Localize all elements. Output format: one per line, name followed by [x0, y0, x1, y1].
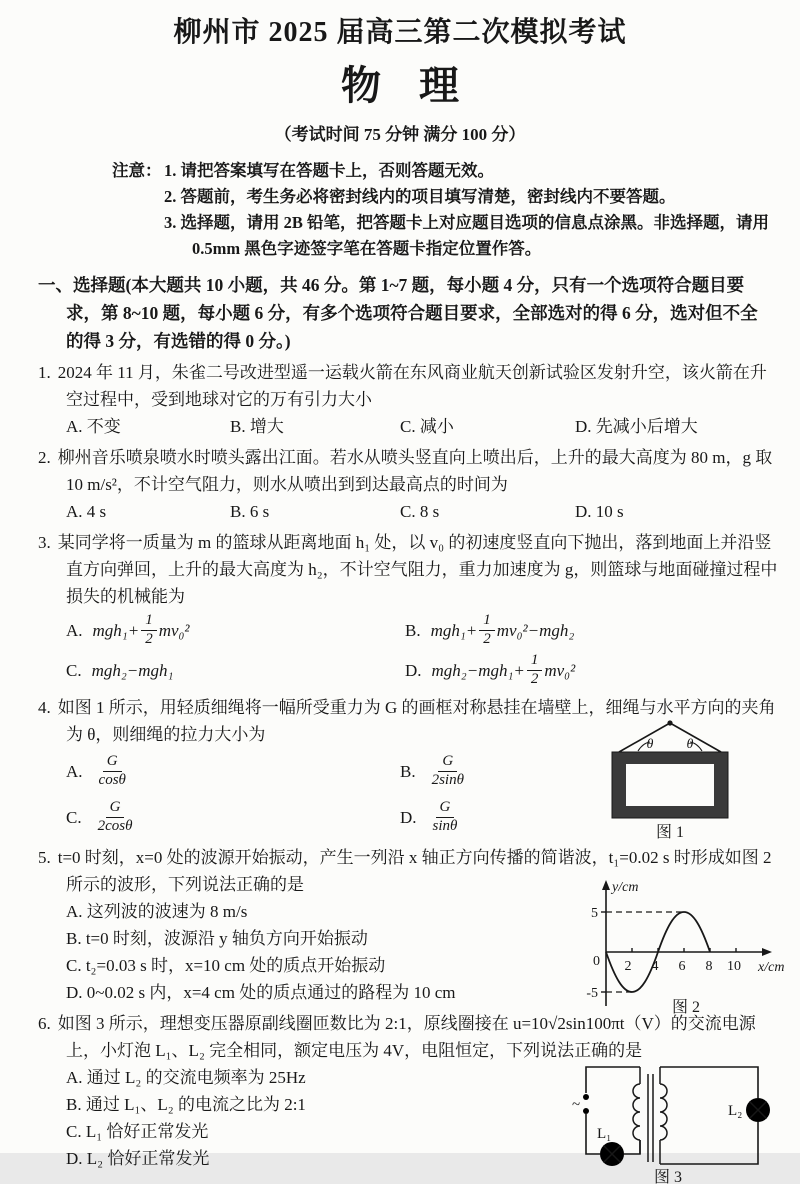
exam-info: （考试时间 75 分钟 满分 100 分）	[274, 125, 526, 144]
question-2	[38, 444, 780, 525]
y-axis-arrow	[602, 880, 610, 890]
question-6	[38, 1010, 780, 1184]
q3-option-b	[405, 612, 574, 648]
x-axis-label: x/cm	[758, 960, 785, 975]
x-tick-label-4: 4	[651, 959, 659, 974]
y-max-label: 5	[591, 906, 598, 921]
secondary-coil	[660, 1067, 667, 1164]
right-string	[670, 723, 721, 752]
q4-option-c	[66, 799, 400, 835]
q3-option-b-label: B.	[405, 620, 421, 640]
question-2-stem	[38, 444, 780, 498]
x-tick-label-8: 8	[705, 959, 713, 974]
x-tick-label-10: 10	[727, 959, 741, 974]
page-header	[0, 0, 800, 145]
figure-1-picture-frame	[600, 716, 740, 842]
question-3-number: 3.	[38, 533, 51, 552]
q2-option-a: A. 4 s	[66, 502, 107, 521]
q4-option-b-label: B.	[400, 761, 416, 781]
ac-terminal-bottom	[583, 1108, 589, 1114]
figure-3-caption: 图 3	[653, 1169, 683, 1184]
question-1	[38, 359, 780, 440]
q2-option-b: B. 6 s	[230, 502, 270, 521]
primary-loop-top	[586, 1067, 640, 1093]
q3-option-c	[66, 657, 405, 684]
primary-loop-bottom	[624, 1140, 640, 1154]
question-2-options	[66, 498, 780, 525]
question-1-number: 1.	[38, 363, 51, 382]
question-4	[38, 694, 780, 840]
q4-option-c-label: C.	[66, 807, 82, 827]
q4-option-a-fraction: $\frac{G}{\cos\theta}$	[98, 753, 126, 788]
x-axis-arrow	[762, 948, 772, 956]
q2-option-c: C. 8 s	[400, 502, 440, 521]
question-2-number: 2.	[38, 448, 51, 467]
secondary-loop	[660, 1067, 758, 1164]
bulb-l2-label: L₂	[728, 1103, 743, 1119]
q3-option-b-post: mv₀²−mgh₂	[496, 620, 575, 640]
notice-line-2: 2. 答题前，考生务必将密封线内的项目填写清楚，密封线内不要答题。	[164, 187, 676, 206]
notice-line-1: 1. 请把答案填写在答题卡上，否则答题无效。	[164, 161, 494, 180]
primary-coil	[633, 1067, 640, 1154]
q6-option-b: B. 通过 L₁、L₂ 的电流之比为 2:1	[66, 1095, 306, 1114]
q3-option-d	[405, 652, 575, 688]
q4-option-c-fraction: $\frac{G}{2\cos\theta}$	[97, 799, 133, 834]
question-5-number: 5.	[38, 848, 51, 867]
notice-label: 注意：	[112, 161, 162, 180]
frame-inner	[626, 764, 714, 806]
ac-source-symbol: ~	[572, 1097, 581, 1113]
figure-1-caption: 图 1	[655, 824, 685, 841]
notice-block	[112, 158, 770, 262]
question-6-text: 如图 3 所示，理想变压器原副线圈匝数比为 2:1，原线圈接在 u=10√2sin100πt（V）的交流电源上，小灯泡 L₁、L₂ 完全相同，额定电压为 4V，电阻恒定，下列说法正确的是	[57, 1014, 756, 1060]
q3-option-d-label: D.	[405, 660, 422, 680]
q3-option-b-fraction: $\frac{1}{2}$	[479, 612, 495, 648]
q3-option-a-fraction: $\frac{1}{2}$	[141, 612, 157, 648]
q4-option-a	[66, 753, 400, 789]
question-5-text: t=0 时刻，x=0 处的波源开始振动，产生一列沿 x 轴正方向传播的简谐波，t₁=0.02 s 时形成如图 2 所示的波形，下列说法正确的是	[57, 848, 772, 894]
q3-option-b-pre: mgh₁+	[430, 620, 478, 640]
q3-options-row-1	[66, 610, 780, 650]
question-3	[38, 529, 780, 690]
q4-option-d	[400, 799, 463, 835]
q3-option-a-post: mv₀²	[158, 620, 190, 640]
q6-option-a: A. 通过 L₂ 的交流电频率为 25Hz	[66, 1068, 306, 1087]
theta-left-label: θ	[646, 737, 654, 752]
question-1-stem	[38, 359, 780, 413]
x-tick-label-6: 6	[678, 959, 686, 974]
q4-option-d-fraction: $\frac{G}{\sin\theta}$	[432, 799, 458, 834]
y-axis-label: y/cm	[612, 880, 639, 895]
question-3-text: 某同学将一质量为 m 的篮球从距离地面 h₁ 处，以 v₀ 的初速度竖直向下抛出，落到地面上并沿竖直方向弹回，上升的最大高度为 h₂，不计空气阻力，重力加速度为 g，则篮球与地面碰撞过程中损失的机械能为	[57, 533, 778, 606]
figure-2-caption: 图 2	[671, 999, 701, 1016]
q3-option-a-label: A.	[66, 620, 83, 640]
origin-label: 0	[593, 954, 600, 969]
question-5	[38, 844, 785, 1016]
q3-option-a	[66, 612, 405, 648]
q6-option-d: D. L₂ 恰好正常发光	[66, 1149, 210, 1168]
q3-option-c-label: C.	[66, 660, 82, 680]
q1-option-c: C. 减小	[400, 417, 454, 436]
notice-line-4: 0.5mm 黑色字迹签字笔在答题卡指定位置作答。	[192, 239, 542, 258]
bulb-l1-label: L₁	[597, 1126, 612, 1142]
q3-options-row-2	[66, 650, 780, 690]
q2-option-d: D. 10 s	[575, 502, 624, 521]
page-title: 柳州市 2025 届高三第二次模拟考试	[173, 17, 627, 48]
question-4-text: 如图 1 所示，用轻质细绳将一幅所受重力为 G 的画框对称悬挂在墙壁上，细绳与水平方向的夹角为 θ，则细绳的拉力大小为	[57, 698, 776, 744]
question-2-text: 柳州音乐喷泉喷水时喷头露出江面。若水从喷头竖直向上喷出后，上升的最大高度为 80 m，g 取 10 m/s²，不计空气阻力，则水从喷出到到达最高点的时间为	[57, 448, 773, 494]
question-6-stem	[38, 1010, 780, 1064]
figure-3-transformer-circuit	[568, 1062, 768, 1184]
x-tick-label-2: 2	[624, 959, 632, 974]
q3-option-c-text: mgh₂−mgh₁	[91, 660, 174, 680]
question-1-options	[66, 413, 780, 440]
q5-option-a: A. 这列波的波速为 8 m/s	[66, 902, 248, 921]
q1-option-b: B. 增大	[230, 417, 284, 436]
y-min-label: -5	[586, 986, 598, 1001]
q1-option-a: A. 不变	[66, 417, 121, 436]
q5-option-c: C. t₂=0.03 s 时，x=10 cm 处的质点开始振动	[66, 956, 386, 975]
notice-items	[164, 158, 770, 262]
section-header: 一、选择题(本大题共 10 小题，共 46 分。第 1~7 题，每小题 4 分，只有一个选项符合题目要求，第 8~10 题，每小题 6 分，有多个选项符合题目要求，全部选对的得 6 分，选对但不全的得 3 分，有选错的得 0 分。)	[38, 275, 758, 351]
q4-option-b	[400, 753, 470, 789]
q6-option-c: C. L₁ 恰好正常发光	[66, 1122, 209, 1141]
notice-line-3: 3. 选择题，请用 2B 铅笔，把答题卡上对应题目选项的信息点涂黑。非选择题，请用	[164, 213, 770, 232]
question-1-text: 2024 年 11 月，朱雀二号改进型遥一运载火箭在东风商业航天创新试验区发射升空，该火箭在升空过程中，受到地球对它的万有引力大小	[57, 363, 767, 409]
left-string	[619, 723, 670, 752]
q3-option-d-pre: mgh₂−mgh₁+	[431, 660, 525, 680]
q5-option-d: D. 0~0.02 s 内，x=4 cm 处的质点通过的路程为 10 cm	[66, 983, 456, 1002]
q3-option-a-pre: mgh₁+	[92, 620, 140, 640]
question-3-stem	[38, 529, 780, 610]
subject-title: 物 理	[341, 63, 473, 108]
q3-option-d-post: mv₀²	[544, 660, 576, 680]
q4-option-d-label: D.	[400, 807, 417, 827]
ac-terminal-top	[583, 1094, 589, 1100]
q3-option-d-fraction: $\frac{1}{2}$	[527, 652, 543, 688]
q5-option-b: B. t=0 时刻，波源沿 y 轴负方向开始振动	[66, 929, 368, 948]
figure-2-wave-plot	[576, 874, 786, 1016]
q4-option-a-label: A.	[66, 761, 83, 781]
q4-option-b-fraction: $\frac{G}{2\sin\theta}$	[431, 753, 464, 788]
q1-option-d: D. 先减小后增大	[575, 417, 698, 436]
question-4-number: 4.	[38, 698, 51, 717]
theta-right-label: θ	[686, 737, 694, 752]
question-6-number: 6.	[38, 1014, 51, 1033]
